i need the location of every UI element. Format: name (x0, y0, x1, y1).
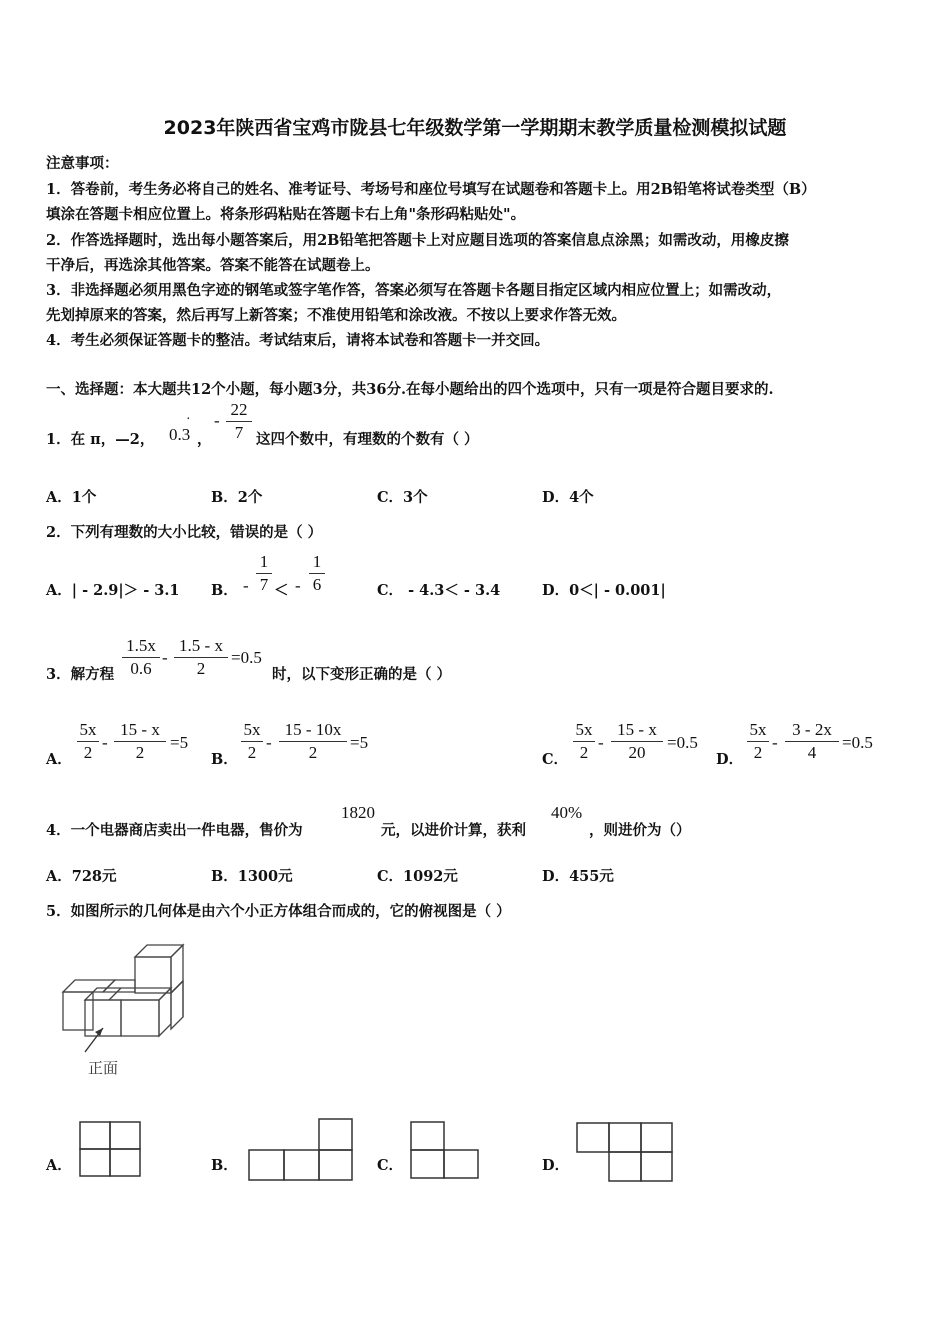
fraction-denominator: 2 (579, 743, 589, 762)
fraction (309, 552, 325, 595)
fraction-numerator: 15 - x (617, 720, 657, 739)
minus-sign: - (162, 648, 168, 667)
q1-option-a[interactable]: A．1个 (46, 489, 97, 506)
minus-sign: - (772, 733, 778, 752)
q1-repeating-dot: · (186, 412, 191, 427)
fraction-numerator: 22 (230, 400, 248, 419)
q3-stem-end: 时，以下变形正确的是（ ） (272, 666, 452, 683)
equation-rhs: =5 (350, 733, 369, 752)
arrow-icon (85, 1028, 103, 1052)
q4-stem-end: ，则进价为（） (589, 822, 691, 839)
fraction-denominator: 6 (312, 575, 322, 594)
fraction (279, 720, 347, 763)
fraction-bar (747, 741, 769, 742)
notice-line: 3．非选择题必须用黑色字迹的钢笔或签字笔作答，答案必须写在答题卡各题目指定区域内相应位置上；如需改动， (46, 282, 782, 299)
notice-line: 4．考生必须保证答题卡的整洁。考试结束后，请将本试卷和答题卡一并交回。 (46, 332, 550, 349)
fraction-bar (114, 741, 166, 742)
fraction-bar (174, 657, 228, 658)
q5-option-b-figure[interactable] (248, 1118, 356, 1182)
fraction-bar (226, 421, 252, 422)
fraction-numerator: 1.5 - x (179, 636, 223, 655)
q2-option-d[interactable]: D．0＜| - 0.001| (542, 582, 666, 599)
fraction-denominator: 20 (628, 743, 646, 762)
notice-line: 填涂在答题卡相应位置上。将条形码粘贴在答题卡右上角"条形码粘贴处"。 (46, 206, 526, 223)
q1-comma: ， (197, 431, 212, 448)
fraction-denominator: 2 (308, 743, 318, 762)
q2-stem: 2．下列有理数的大小比较，错误的是（ ） (46, 524, 323, 541)
q4-percent: 40% (551, 803, 583, 822)
q1-repeating-decimal: 0.3 (169, 425, 191, 444)
q4-option-a[interactable]: A．728元 (46, 868, 117, 885)
notice-line: 1．答卷前，考生务必将自己的姓名、准考证号、考场号和座位号填写在试题卷和答题卡上。用2B铅笔将试卷类型（B） (46, 181, 816, 198)
page-title: 2023年陕西省宝鸡市陇县七年级数学第一学期期末教学质量检测模拟试题 (163, 117, 787, 139)
q1-minus: - (214, 411, 220, 430)
q5-option-c[interactable]: C． (377, 1157, 404, 1174)
equation-rhs: =0.5 (667, 733, 698, 752)
fraction-denominator: 0.6 (130, 659, 152, 678)
q5-option-d[interactable]: D． (542, 1157, 570, 1174)
fraction-numerator: 3 - 2x (792, 720, 832, 739)
minus-sign: - (243, 576, 249, 595)
option-label: C． (542, 751, 569, 768)
fraction (785, 720, 839, 763)
q4-stem-mid: 元，以进价计算，获利 (381, 822, 526, 839)
q5-stem: 5．如图所示的几何体是由六个小正方体组合而成的，它的俯视图是（ ） (46, 903, 511, 920)
fraction-numerator: 5x (575, 720, 593, 739)
notice-line: 2．作答选择题时，选出每小题答案后，用2B铅笔把答题卡上对应题目选项的答案信息点涂黑；如需改动，用橡皮擦 (46, 232, 789, 249)
q5-option-a[interactable]: A． (46, 1157, 72, 1174)
q5-option-b[interactable]: B． (211, 1157, 238, 1174)
equation-rhs: =0.5 (842, 733, 873, 752)
section-heading: 一、选择题：本大题共12个小题，每小题3分，共36分.在每小题给出的四个选项中，只有一项是符合题目要求的. (46, 381, 774, 398)
q3-rhs: =0.5 (231, 648, 262, 667)
fraction-denominator: 2 (247, 743, 257, 762)
q5-option-a-figure[interactable] (79, 1121, 143, 1179)
fraction (77, 720, 99, 763)
fraction-bar (77, 741, 99, 742)
fraction-bar (573, 741, 595, 742)
option-label: D． (716, 751, 744, 768)
q4-option-d[interactable]: D．455元 (542, 868, 614, 885)
minus-sign: - (102, 733, 108, 752)
q1-option-d[interactable]: D．4个 (542, 489, 594, 506)
fraction-numerator: 5x (79, 720, 97, 739)
fraction-bar (122, 657, 160, 658)
option-label: A． (46, 751, 72, 768)
notice-line: 干净后，再选涂其他答案。答案不能答在试题卷上。 (46, 257, 380, 274)
fraction-numerator: 5x (749, 720, 767, 739)
q1-fraction (226, 400, 252, 443)
option-label: B． (211, 582, 238, 599)
fraction-bar (279, 741, 347, 742)
fraction-bar (309, 573, 325, 574)
notice-line: 先划掉原来的答案，然后再写上新答案；不准使用铅笔和涂改液。不按以上要求作答无效。 (46, 307, 626, 324)
fraction-numerator: 15 - 10x (284, 720, 342, 739)
fraction (241, 720, 263, 763)
less-than: ＜ (274, 582, 289, 599)
q1-stem-start: 1．在 π，—2， (46, 431, 155, 448)
fraction-denominator: 4 (807, 743, 817, 762)
q1-stem-end: 这四个数中，有理数的个数有（ ） (256, 431, 479, 448)
fraction-denominator: 7 (234, 423, 244, 442)
q1-option-b[interactable]: B．2个 (211, 489, 263, 506)
fraction-bar (241, 741, 263, 742)
fraction-denominator: 2 (135, 743, 145, 762)
front-view-label: 正面 (88, 1059, 119, 1077)
fraction-denominator: 2 (753, 743, 763, 762)
notice-heading: 注意事项： (46, 155, 119, 172)
q5-option-c-figure[interactable] (410, 1121, 482, 1181)
fraction (256, 552, 272, 595)
q1-option-c[interactable]: C．3个 (377, 489, 428, 506)
q4-option-b[interactable]: B．1300元 (211, 868, 293, 885)
q3-fraction-1 (122, 636, 160, 679)
fraction (573, 720, 595, 763)
cube-stack-drawing (63, 945, 183, 1036)
fraction-numerator: 5x (243, 720, 261, 739)
q2-option-c[interactable]: C． - 4.3＜ - 3.4 (377, 582, 501, 599)
minus-sign: - (598, 733, 604, 752)
q3-stem-start: 3．解方程 (46, 666, 115, 683)
fraction-numerator: 1.5x (126, 636, 156, 655)
fraction-bar (785, 741, 839, 742)
minus-sign: - (266, 733, 272, 752)
fraction-bar (256, 573, 272, 574)
fraction-denominator: 2 (196, 659, 206, 678)
option-label: B． (211, 751, 238, 768)
q5-solid-figure (55, 940, 195, 1055)
fraction (747, 720, 769, 763)
fraction-numerator: 1 (312, 552, 322, 571)
q2-option-a[interactable]: A．| - 2.9|＞ - 3.1 (46, 582, 180, 599)
fraction-bar (611, 741, 663, 742)
fraction (114, 720, 166, 763)
q4-option-c[interactable]: C．1092元 (377, 868, 458, 885)
fraction-denominator: 2 (83, 743, 93, 762)
minus-sign: - (295, 576, 301, 595)
q4-price: 1820 (341, 803, 375, 822)
q4-stem-start: 4．一个电器商店卖出一件电器，售价为 (46, 822, 303, 839)
fraction-denominator: 7 (259, 575, 269, 594)
q5-option-d-figure[interactable] (576, 1122, 676, 1184)
q3-fraction-2 (174, 636, 228, 679)
fraction-numerator: 15 - x (120, 720, 160, 739)
fraction (611, 720, 663, 763)
fraction-numerator: 1 (259, 552, 269, 571)
equation-rhs: =5 (170, 733, 189, 752)
